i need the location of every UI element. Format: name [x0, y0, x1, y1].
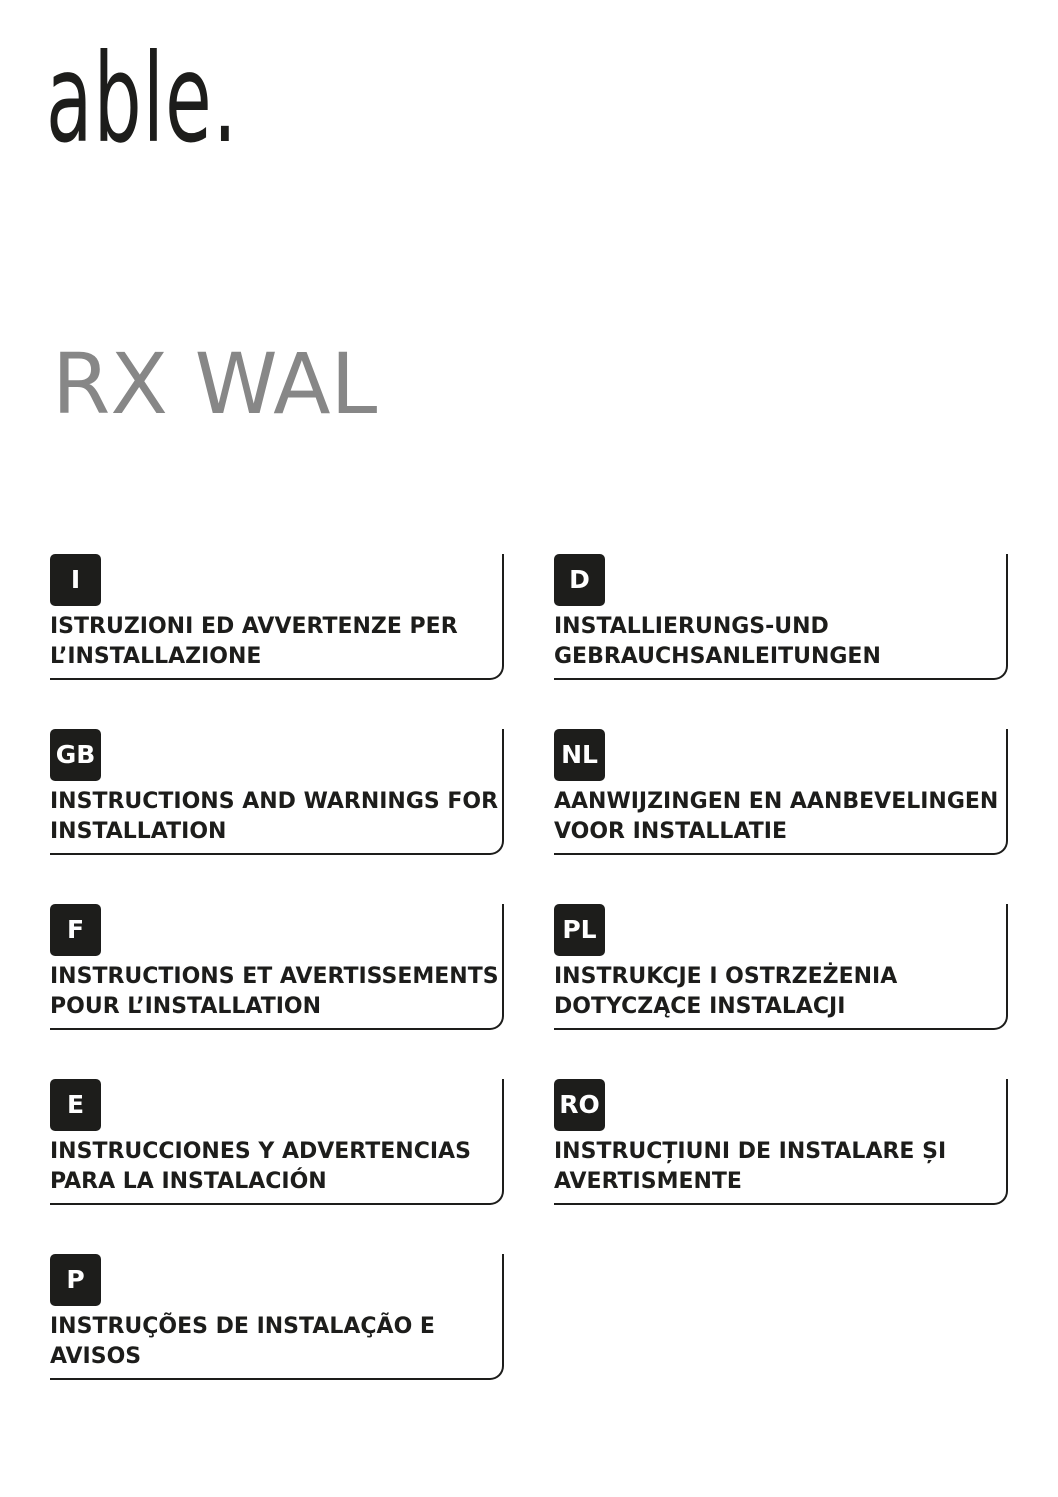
language-code-badge: RO [554, 1079, 605, 1131]
section-title-line1: INSTRUCȚIUNI DE INSTALARE ȘI [554, 1139, 947, 1164]
section-title [50, 612, 458, 672]
section-title-line1: AANWIJZINGEN EN AANBEVELINGEN [554, 789, 999, 814]
section-title-line2: GEBRAUCHSANLEITUNGEN [554, 644, 881, 669]
section-title-line2: INSTALLATION [50, 819, 227, 844]
section-title [50, 962, 499, 1022]
section-title [554, 1137, 946, 1197]
language-code-badge: I [50, 554, 101, 606]
section-title-line1: INSTRUCTIONS ET AVERTISSEMENTS [50, 964, 499, 989]
language-code-badge: E [50, 1079, 101, 1131]
section-title-line1: INSTRUKCJE I OSTRZEŻENIA [554, 964, 898, 989]
language-section-de[interactable] [554, 554, 1008, 680]
section-title-line2: L’INSTALLAZIONE [50, 644, 262, 669]
section-title [50, 1137, 471, 1197]
language-section-it[interactable] [50, 554, 504, 680]
section-title-line2: POUR L’INSTALLATION [50, 994, 322, 1019]
section-title-line2: DOTYCZĄCE INSTALACJI [554, 994, 846, 1019]
language-code-badge: PL [554, 904, 605, 956]
language-section-gb[interactable] [50, 729, 504, 855]
language-section-pt[interactable] [50, 1254, 504, 1380]
section-title [50, 787, 498, 847]
section-title-line1: INSTRUCTIONS AND WARNINGS FOR [50, 789, 499, 814]
section-title-line2: PARA LA INSTALACIÓN [50, 1169, 327, 1194]
language-section-es[interactable] [50, 1079, 504, 1205]
section-title-line1: INSTRUCCIONES Y ADVERTENCIAS [50, 1139, 471, 1164]
section-title-line2: AVERTISMENTE [554, 1169, 742, 1194]
language-code-badge: D [554, 554, 605, 606]
language-code-badge: NL [554, 729, 605, 781]
language-code-badge: F [50, 904, 101, 956]
language-code-badge: GB [50, 729, 101, 781]
product-title: RX WAL [52, 335, 378, 433]
language-section-pl[interactable] [554, 904, 1008, 1030]
brand-logo: able. [46, 28, 239, 170]
section-title-line1: INSTALLIERUNGS-UND [554, 614, 829, 639]
language-section-fr[interactable] [50, 904, 504, 1030]
section-title-line1: ISTRUZIONI ED AVVERTENZE PER [50, 614, 458, 639]
section-title-line2: VOOR INSTALLATIE [554, 819, 787, 844]
section-title [50, 1312, 435, 1372]
language-section-nl[interactable] [554, 729, 1008, 855]
section-title-line1: INSTRUÇÕES DE INSTALAÇÃO E [50, 1314, 435, 1339]
section-title [554, 787, 998, 847]
language-section-ro[interactable] [554, 1079, 1008, 1205]
language-code-badge: P [50, 1254, 101, 1306]
section-title [554, 612, 881, 672]
section-title [554, 962, 897, 1022]
section-title-line2: AVISOS [50, 1344, 142, 1369]
